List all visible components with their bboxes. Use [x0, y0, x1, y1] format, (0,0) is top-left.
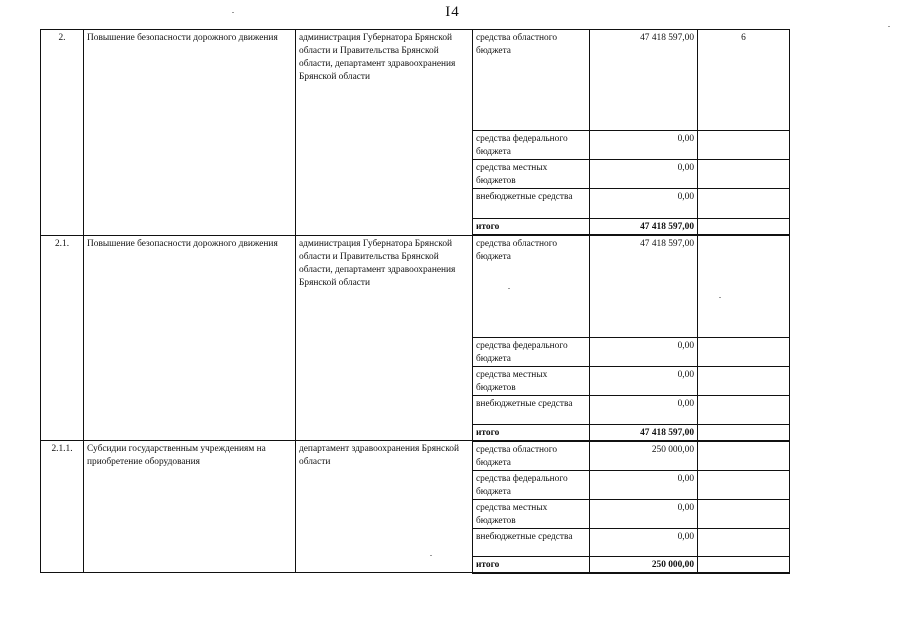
- funding-source: средства федерального бюджета: [473, 337, 590, 366]
- funding-source: средства областного бюджета: [473, 235, 590, 337]
- funding-source: внебюджетные средства: [473, 189, 590, 219]
- item-number: 2.: [41, 30, 84, 236]
- funding-source-total: итого: [473, 424, 590, 441]
- funding-amount: 0,00: [590, 160, 698, 189]
- funding-source: средства местных бюджетов: [473, 366, 590, 395]
- extra-value: [698, 131, 790, 160]
- table-row: [41, 441, 790, 471]
- scan-speck: [430, 555, 432, 556]
- extra-value: [698, 160, 790, 189]
- funding-amount: 250 000,00: [590, 441, 698, 471]
- extra-value: [698, 441, 790, 471]
- funding-amount: 47 418 597,00: [590, 235, 698, 337]
- extra-value: [698, 556, 790, 573]
- funding-source: средства местных бюджетов: [473, 160, 590, 189]
- extra-value: 6: [698, 30, 790, 131]
- funding-source: средства федерального бюджета: [473, 470, 590, 499]
- item-number: 2.1.1.: [41, 441, 84, 573]
- item-name: Повышение безопасности дорожного движения: [84, 30, 296, 236]
- financing-table: [40, 29, 790, 574]
- funding-amount: 0,00: [590, 499, 698, 528]
- funding-amount: 0,00: [590, 470, 698, 499]
- scan-speck: [508, 288, 510, 289]
- table-row: [41, 30, 790, 131]
- item-number: 2.1.: [41, 235, 84, 441]
- funding-amount: 0,00: [590, 189, 698, 219]
- extra-value: [698, 219, 790, 236]
- item-executor: администрация Губернатора Брянской области и Правительства Брянской области, департамент здравоохранения Брянской области: [296, 235, 473, 441]
- table-row: [41, 235, 790, 337]
- extra-value: [698, 337, 790, 366]
- funding-amount-total: 250 000,00: [590, 556, 698, 573]
- item-name: Субсидии государственным учреждениям на приобретение оборудования: [84, 441, 296, 573]
- item-name: Повышение безопасности дорожного движения: [84, 235, 296, 441]
- funding-source: внебюджетные средства: [473, 528, 590, 556]
- extra-value: [698, 235, 790, 337]
- funding-amount: 0,00: [590, 528, 698, 556]
- scan-speck: [888, 26, 890, 27]
- extra-value: [698, 366, 790, 395]
- funding-amount: 0,00: [590, 337, 698, 366]
- funding-amount: 47 418 597,00: [590, 30, 698, 131]
- funding-amount-total: 47 418 597,00: [590, 424, 698, 441]
- funding-source: средства областного бюджета: [473, 441, 590, 471]
- extra-value: [698, 424, 790, 441]
- funding-source-total: итого: [473, 219, 590, 236]
- funding-amount: 0,00: [590, 395, 698, 424]
- scan-speck: [232, 12, 234, 13]
- funding-source: средства областного бюджета: [473, 30, 590, 131]
- page-number: I4: [445, 4, 460, 20]
- item-executor: департамент здравоохранения Брянской области: [296, 441, 473, 573]
- scan-speck: [719, 297, 721, 298]
- extra-value: [698, 528, 790, 556]
- extra-value: [698, 189, 790, 219]
- extra-value: [698, 395, 790, 424]
- extra-value: [698, 470, 790, 499]
- funding-source: внебюджетные средства: [473, 395, 590, 424]
- funding-source: средства федерального бюджета: [473, 131, 590, 160]
- funding-amount: 0,00: [590, 366, 698, 395]
- extra-value: [698, 499, 790, 528]
- funding-amount-total: 47 418 597,00: [590, 219, 698, 236]
- funding-source: средства местных бюджетов: [473, 499, 590, 528]
- funding-source-total: итого: [473, 556, 590, 573]
- funding-amount: 0,00: [590, 131, 698, 160]
- item-executor: администрация Губернатора Брянской области и Правительства Брянской области, департамент здравоохранения Брянской области: [296, 30, 473, 236]
